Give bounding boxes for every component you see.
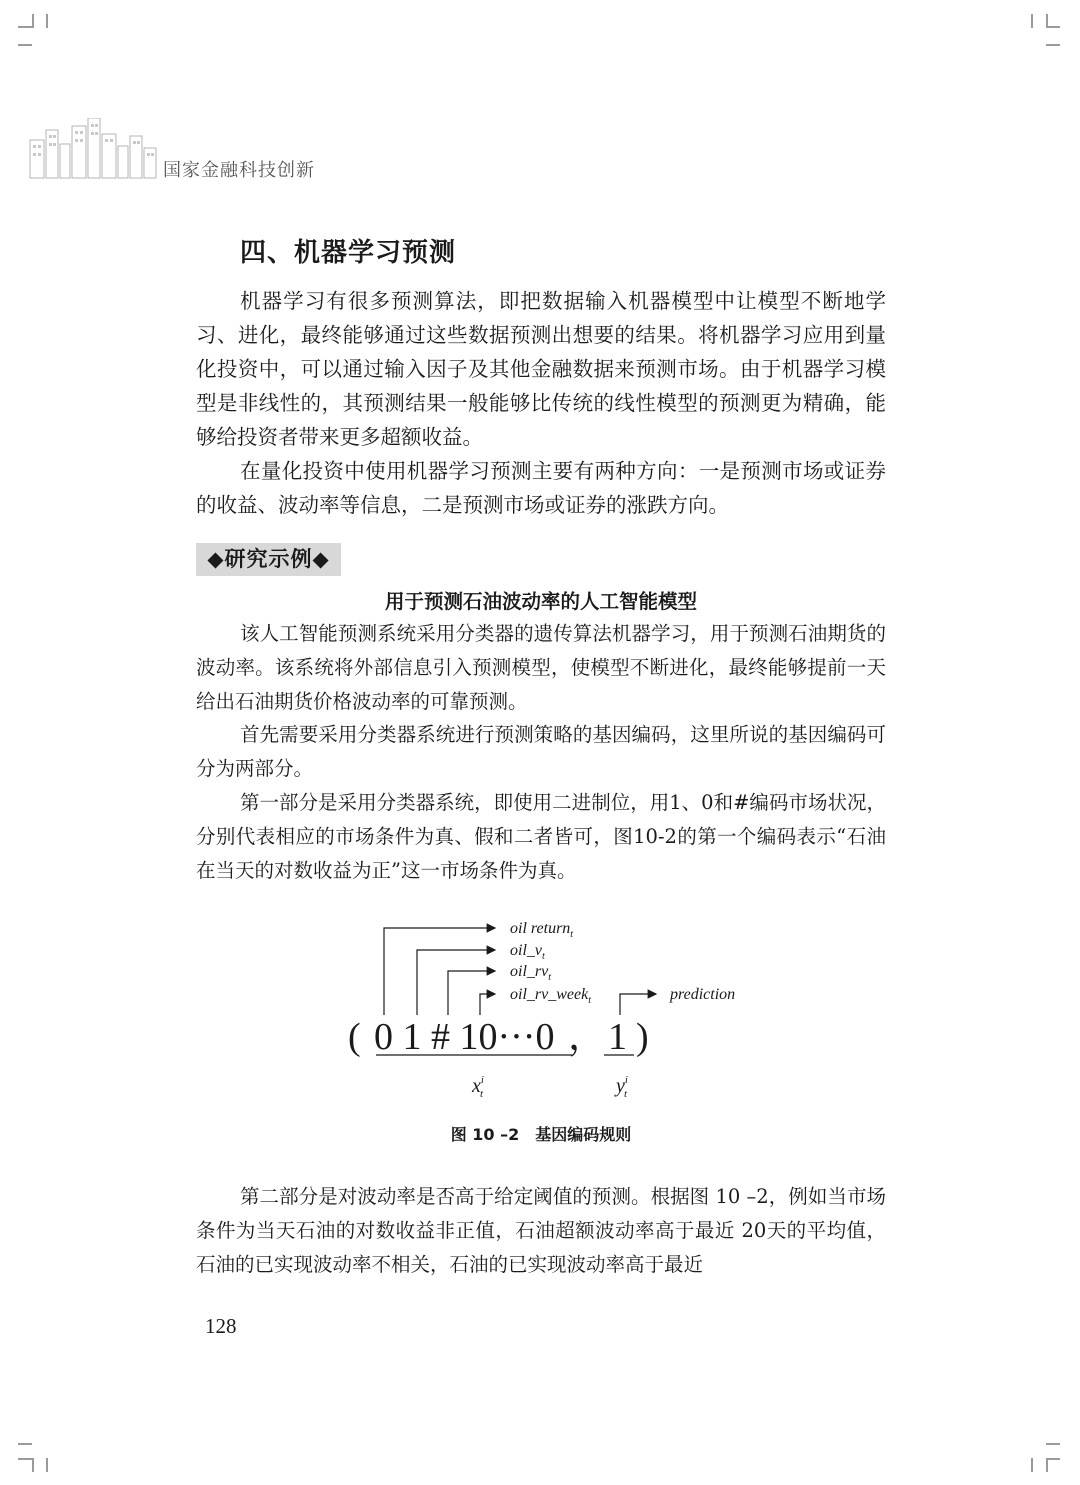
gene-coding-diagram bbox=[340, 910, 770, 1110]
x-label: $x^i$ t bbox=[472, 1074, 484, 1100]
city-skyline-logo bbox=[28, 118, 160, 180]
example-title: 用于预测石油波动率的人工智能模型 bbox=[384, 590, 697, 613]
comma: ， bbox=[568, 1016, 607, 1058]
label-oil-v: $oil\_v_t$ bbox=[510, 942, 545, 962]
crop-mark-top-right-h bbox=[1046, 26, 1060, 28]
crop-mark-bottom-right-h bbox=[1046, 1443, 1060, 1445]
example-paragraph-1: 该人工智能预测系统采用分类器的遗传算法机器学习，用于预测石油期货的波动率。该系统将外部信息引入预测模型，使模型不断进化，最终能够提前一天给出石油期货价格波动率的可靠预测。 bbox=[196, 622, 886, 713]
connector-oil-rv bbox=[448, 971, 495, 1015]
label-oil-rv-week: oil_rv_week$_t$ bbox=[510, 986, 591, 1006]
section-paragraph-1: 机器学习有很多预测算法，即把数据输入机器模型中让模型不断地学习、进化，最终能够通过这些数据预测出想要的结果。将机器学习应用到量化投资中，可以通过输入因子及其他金融数据来预测市场。由于机器学习模型是非线性的，其预测结果一般能够比传统的线性模型的预测更为精确，能够给投资者带来更多超额收益。 bbox=[196, 289, 886, 449]
label-oil-rv: $oil\_rv_t$ bbox=[510, 963, 551, 983]
section-heading: 四、机器学习预测 bbox=[240, 238, 457, 268]
crop-mark-top-left-h2 bbox=[18, 44, 32, 46]
crop-mark-top-left-v2 bbox=[46, 14, 48, 28]
code-bits: 0 1 # 10···0 bbox=[374, 1016, 555, 1058]
target-bit: 1 bbox=[608, 1016, 627, 1058]
page-number: 128 bbox=[205, 1314, 237, 1338]
crop-mark-bottom-left-v2 bbox=[46, 1458, 48, 1472]
research-example-label: ◆研究示例◆ bbox=[196, 543, 341, 576]
crop-mark-bottom-left-h2 bbox=[18, 1458, 32, 1460]
crop-mark-top-left-h bbox=[18, 26, 32, 28]
crop-mark-top-right-h2 bbox=[1046, 44, 1060, 46]
crop-mark-bottom-right-v bbox=[1031, 1458, 1033, 1472]
label-prediction: prediction bbox=[670, 986, 736, 1003]
connector-oil-v bbox=[417, 950, 495, 1015]
crop-mark-top-left-v bbox=[32, 14, 34, 28]
figure-caption: 图 10 –2 基因编码规则 bbox=[450, 1125, 632, 1144]
crop-mark-top-right-v bbox=[1031, 14, 1033, 28]
crop-mark-bottom-right-h2 bbox=[1046, 1458, 1060, 1460]
crop-mark-bottom-left-h bbox=[18, 1443, 32, 1445]
connector-prediction bbox=[620, 994, 656, 1015]
connector-oil-rv-week bbox=[480, 994, 495, 1015]
crop-mark-bottom-right-v2 bbox=[1046, 1458, 1048, 1472]
open-paren: ( bbox=[348, 1016, 361, 1058]
running-header-book-title: 国家金融科技创新 bbox=[163, 160, 315, 181]
section-paragraph-2: 在量化投资中使用机器学习预测主要有两种方向：一是预测市场或证券的收益、波动率等信息，二是预测市场或证券的涨跌方向。 bbox=[196, 459, 886, 517]
example-paragraph-3: 第一部分是采用分类器系统，即使用二进制位，用1、0和#编码市场状况，分别代表相应的市场条件为真、假和二者皆可，图10-2的第一个编码表示“石油在当天的对数收益为正”这一市场条件为真。 bbox=[196, 791, 886, 882]
label-oil-return: oil return$_t$ bbox=[510, 920, 574, 940]
example-paragraph-2: 首先需要采用分类器系统进行预测策略的基因编码，这里所说的基因编码可分为两部分。 bbox=[196, 723, 886, 780]
close-paren: ) bbox=[636, 1016, 649, 1058]
y-label: $y^i$ t bbox=[616, 1074, 628, 1100]
crop-mark-bottom-left-v bbox=[32, 1458, 34, 1472]
continuation-paragraph: 第二部分是对波动率是否高于给定阈值的预测。根据图 10 –2，例如当市场条件为当天石油的对数收益非正值，石油超额波动率高于最近 20天的平均值，石油的已实现波动率不相关，石油的已实现波动率高于最近 bbox=[196, 1185, 886, 1276]
